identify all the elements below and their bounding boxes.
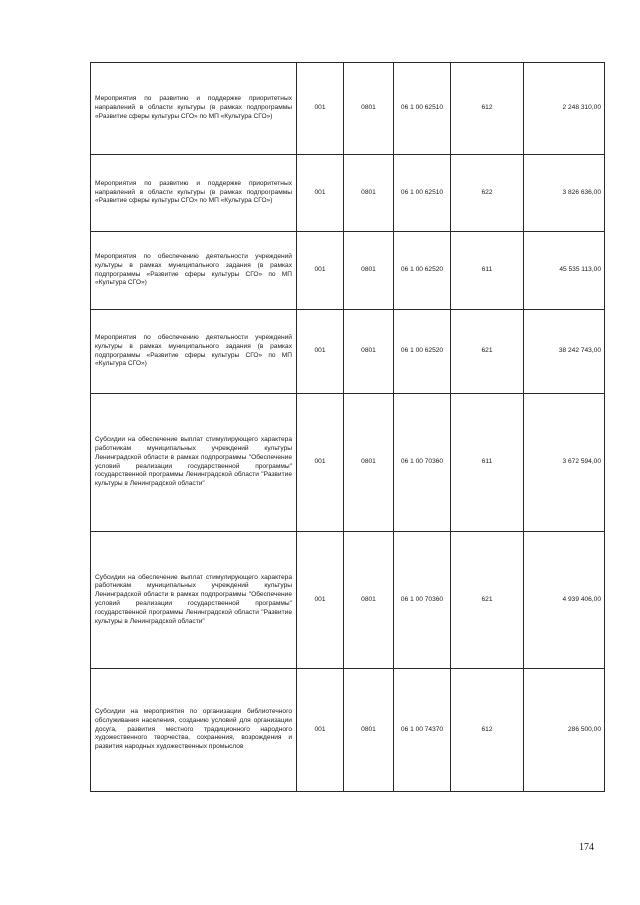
cell-target-code: 06 1 00 62520 [394, 310, 451, 394]
cell-amount: 2 248 310,00 [524, 63, 605, 155]
table-row [91, 155, 605, 232]
cell-description: Субсидии на обеспечение выплат стимулирующего характера работникам муниципальных учреждений культуры Ленинградской области в рамках подпрограммы "Обеспечение условий реализации государственной программы" государственной программы Ленинградской области "Развитие культуры в Ленинградской области" [91, 532, 297, 669]
cell-target-code: 06 1 00 62510 [394, 63, 451, 155]
cell-expense-type: 611 [451, 394, 524, 532]
cell-expense-type: 622 [451, 155, 524, 232]
cell-section-code: 0801 [344, 155, 394, 232]
cell-section-code: 0801 [344, 669, 394, 792]
cell-expense-type: 611 [451, 232, 524, 310]
cell-ministry-code: 001 [297, 669, 344, 792]
cell-description: Мероприятия по обеспечению деятельности учреждений культуры в рамках муниципального задания (в рамках подпрограммы «Развитие сферы культуры СГО» по МП «Культура СГО») [91, 310, 297, 394]
cell-section-code: 0801 [344, 532, 394, 669]
table-row [91, 63, 605, 155]
table-row [91, 532, 605, 669]
cell-amount: 3 826 636,00 [524, 155, 605, 232]
cell-expense-type: 612 [451, 63, 524, 155]
cell-ministry-code: 001 [297, 310, 344, 394]
cell-description: Мероприятия по развитию и поддержке приоритетных направлений в области культуры (в рамках подпрограммы «Развитие сферы культуры СГО» по МП «Культура СГО») [91, 63, 297, 155]
cell-amount: 4 939 406,00 [524, 532, 605, 669]
cell-description: Мероприятия по обеспечению деятельности учреждений культуры в рамках муниципального задания (в рамках подпрограммы «Развитие сферы культуры СГО» по МП «Культура СГО») [91, 232, 297, 310]
cell-section-code: 0801 [344, 63, 394, 155]
cell-ministry-code: 001 [297, 232, 344, 310]
cell-section-code: 0801 [344, 310, 394, 394]
cell-ministry-code: 001 [297, 394, 344, 532]
cell-section-code: 0801 [344, 394, 394, 532]
cell-expense-type: 621 [451, 310, 524, 394]
cell-ministry-code: 001 [297, 63, 344, 155]
cell-section-code: 0801 [344, 232, 394, 310]
cell-target-code: 06 1 00 70360 [394, 532, 451, 669]
cell-description: Субсидии на обеспечение выплат стимулирующего характера работникам муниципальных учреждений культуры Ленинградской области в рамках подпрограммы "Обеспечение условий реализации государственной программы" государственной программы Ленинградской области "Развитие культуры в Ленинградской области" [91, 394, 297, 532]
cell-amount: 3 672 594,00 [524, 394, 605, 532]
table-row [91, 310, 605, 394]
cell-target-code: 06 1 00 70360 [394, 394, 451, 532]
cell-expense-type: 621 [451, 532, 524, 669]
cell-amount: 286 500,00 [524, 669, 605, 792]
cell-description: Субсидии на мероприятия по организации библиотечного обслуживания населения, созданию условий для организации досуга, развития местного традиционного народного художественного творчества, сохранения, возрождения и развития народных художественных промыслов [91, 669, 297, 792]
cell-ministry-code: 001 [297, 155, 344, 232]
cell-amount: 38 242 743,00 [524, 310, 605, 394]
table-row [91, 232, 605, 310]
table-row [91, 669, 605, 792]
cell-ministry-code: 001 [297, 532, 344, 669]
cell-target-code: 06 1 00 62510 [394, 155, 451, 232]
cell-description: Мероприятия по развитию и поддержке приоритетных направлений в области культуры (в рамках подпрограммы «Развитие сферы культуры СГО» по МП «Культура СГО») [91, 155, 297, 232]
cell-target-code: 06 1 00 62520 [394, 232, 451, 310]
budget-table [90, 62, 605, 792]
cell-target-code: 06 1 00 74370 [394, 669, 451, 792]
cell-amount: 45 535 113,00 [524, 232, 605, 310]
page-number: 174 [579, 842, 594, 853]
table-row [91, 394, 605, 532]
cell-expense-type: 612 [451, 669, 524, 792]
